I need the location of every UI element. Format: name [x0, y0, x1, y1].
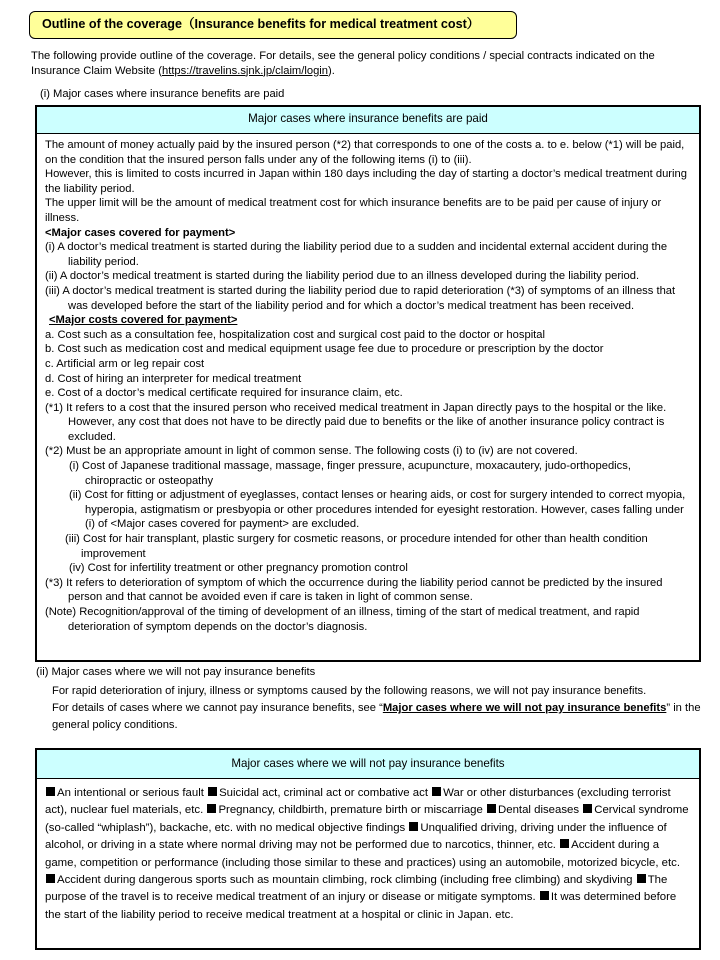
exclusion-item: It was determined before the start of the liability period to receive medical treatment at a hospital or clinic in Japan. etc.	[45, 891, 677, 921]
cases-heading: <Major cases covered for payment>	[45, 226, 236, 239]
exclusion-item: Pregnancy, childbirth, premature birth or miscarriage	[218, 804, 487, 817]
black-square-bullet-icon	[583, 804, 592, 813]
case-item: (ii) A doctor’s medical treatment is started during the liability period due to an illness developed during the liability period.	[45, 270, 640, 283]
section-heading-paid: (i) Major cases where insurance benefits are paid	[40, 88, 285, 100]
black-square-bullet-icon	[637, 874, 646, 883]
black-square-bullet-icon	[540, 891, 549, 900]
page-title: Outline of the coverage（Insurance benefits for medical treatment cost）	[29, 11, 517, 39]
paid-para: The upper limit will be the amount of medical treatment cost for which insurance benefits are to be paid per cause of injury or illness.	[45, 197, 662, 224]
intro-text: The following provide outline of the coverage. For details, see the general policy conditions / special contracts indicated on the Insurance Claim Website (	[31, 50, 655, 77]
cost-item: e. Cost of a doctor’s medical certificate required for insurance claim, etc.	[45, 387, 403, 400]
footnote-sub-item: (iii) Cost for hair transplant, plastic surgery for cosmetic reasons, or procedure intended for other than health condition improvement	[65, 533, 648, 560]
paid-para: However, this is limited to costs incurred in Japan within 180 days including the day of starting a doctor’s medical treatment during the liability period.	[45, 168, 687, 195]
case-item: (iii) A doctor’s medical treatment is started during the liability period due to rapid deterioration (*3) of symptoms of an illness that was developed before the start of the liability period and for which a doctor’s medical treatment has been received.	[45, 284, 676, 312]
black-square-bullet-icon	[409, 822, 418, 831]
intro-text-end: ).	[328, 64, 335, 77]
section-heading-not-paid: (ii) Major cases where we will not pay insurance benefits	[36, 666, 316, 678]
cost-item: b. Cost such as medication cost and medical equipment usage fee due to procedure or prescription by the doctor	[45, 343, 604, 356]
exclusion-item: Cervical syndrome (so-called “whiplash”), backache, etc. with no medical objective findings	[45, 804, 689, 834]
costs-heading: <Major costs covered for payment>	[49, 314, 238, 327]
footnote: (*1) It refers to a cost that the insured person who received medical treatment in Japan directly pays to the hospital or the like. However, any cost that does not have to be directly paid due to benefits or the like of another insurance policy contract is excluded.	[45, 401, 667, 443]
exclusions-reference-link[interactable]: Major cases where we will not pay insurance benefits	[382, 702, 667, 715]
intro-paragraph	[31, 49, 701, 78]
black-square-bullet-icon	[207, 804, 216, 813]
exclusion-item: War or other disturbances (excluding terrorist act), nuclear fuel materials, etc.	[45, 787, 671, 817]
exclusion-item: Accident during dangerous sports such as mountain climbing, rock climbing (including free climbing) and skydiving	[57, 874, 636, 887]
claim-website-link[interactable]: https://travelins.sjnk.jp/claim/login	[161, 64, 328, 77]
cost-item: c. Artificial arm or leg repair cost	[45, 357, 205, 370]
exclusion-item: Accident during a game, competition or performance (including those similar to these and practices) using an automobile, motorized bicycle, etc.	[45, 839, 681, 869]
black-square-bullet-icon	[46, 874, 55, 883]
exclusion-item: Unqualified driving, driving under the influence of alcohol, or driving in a state where normal driving may not be performed due to narcotics, thinner, etc.	[45, 821, 667, 852]
case-item: (i) A doctor’s medical treatment is started during the liability period due to a sudden and incidental external accident during the liability period.	[45, 241, 668, 268]
black-square-bullet-icon	[46, 787, 55, 796]
exclusion-item: An intentional or serious fault	[57, 787, 208, 799]
paid-cases-box	[35, 105, 701, 662]
black-square-bullet-icon	[487, 804, 496, 813]
footnote-sub-item: (ii) Cost for fitting or adjustment of eyeglasses, contact lenses or hearing aids, or cost for surgery intended to correct myopia, hyperopia, astigmatism or presbyopia or other procedures intended for eyesight restoration. However, cases falling under (i) of <Major cases covered for payment> are excluded.	[69, 489, 686, 531]
cost-item: a. Cost such as a consultation fee, hospitalization cost and surgical cost paid to the doctor or hospital	[45, 328, 545, 341]
paid-para: The amount of money actually paid by the insured person (*2) that corresponds to one of the costs a. to e. below (*1) will be paid, on the condition that the insured person falls under any of the following items (i) to (iii).	[45, 139, 685, 166]
footnote-sub-item: (i) Cost of Japanese traditional massage, massage, finger pressure, acupuncture, moxacautery, judo-orthopedics, chiropractic or osteopathy	[69, 460, 631, 487]
not-paid-section	[31, 665, 701, 734]
not-paid-reference-text-end: ” in the general policy conditions.	[52, 702, 701, 732]
exclusion-item: Suicidal act, criminal act or combative act	[219, 787, 432, 799]
black-square-bullet-icon	[432, 787, 441, 796]
footnote-note: (Note) Recognition/approval of the timing of development of an illness, timing of the start of medical treatment, and rapid deterioration of symptom depends on the doctor’s diagnosis.	[45, 606, 640, 633]
cost-item: d. Cost of hiring an interpreter for medical treatment	[45, 372, 302, 385]
not-paid-reference	[52, 700, 701, 734]
not-paid-reference-text: For details of cases where we cannot pay insurance benefits, see “	[52, 702, 383, 715]
black-square-bullet-icon	[208, 787, 217, 796]
footnote: (*2) Must be an appropriate amount in light of common sense. The following costs (i) to (iv) are not covered.	[45, 445, 578, 458]
not-paid-box-header: Major cases where we will not pay insurance benefits	[37, 750, 699, 779]
not-paid-line: For rapid deterioration of injury, illness or symptoms caused by the following reasons, we will not pay insurance benefits.	[52, 684, 647, 697]
black-square-bullet-icon	[560, 839, 569, 848]
paid-cases-box-body	[37, 134, 699, 634]
paid-cases-box-header: Major cases where insurance benefits are paid	[37, 107, 699, 134]
not-paid-cases-box	[35, 748, 701, 950]
exclusion-item: Dental diseases	[498, 804, 583, 817]
footnote: (*3) It refers to deterioration of symptom of which the occurrence during the liability period cannot be predicted by the insured person and that cannot be avoided even if care is taken in light of common sense.	[45, 576, 663, 604]
not-paid-box-body	[37, 779, 699, 924]
footnote-sub-item: (iv) Cost for infertility treatment or other pregnancy promotion control	[69, 562, 408, 575]
exclusion-item: The purpose of the travel is to receive medical treatment of an injury or disease or mitigate symptoms.	[45, 874, 668, 904]
